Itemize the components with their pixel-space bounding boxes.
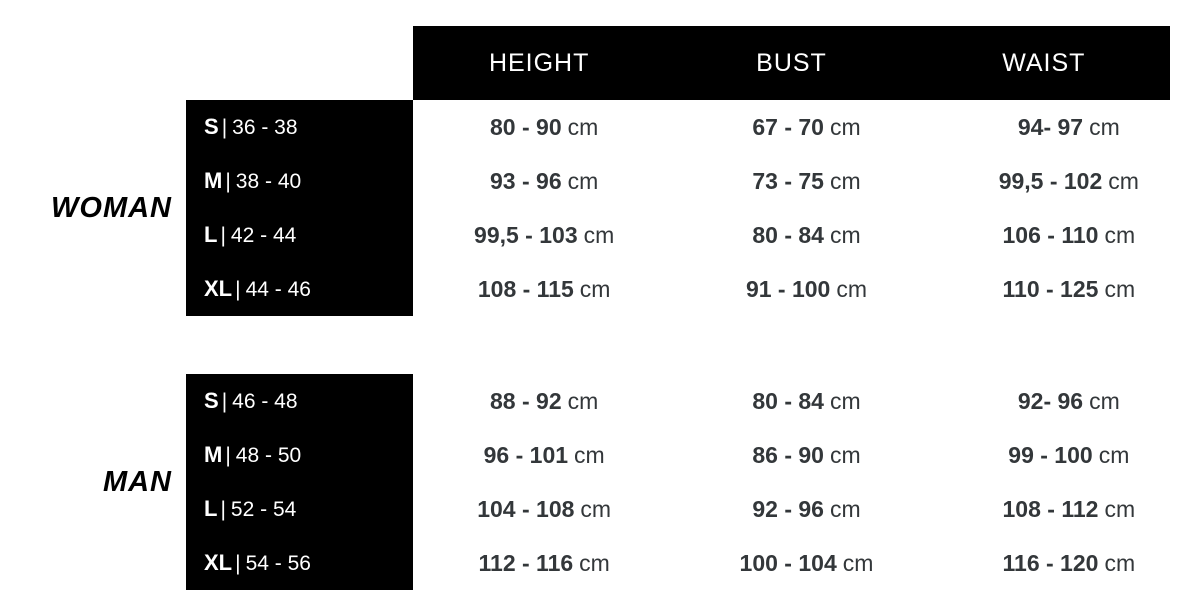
waist-cell [938, 114, 1200, 141]
height-cell [413, 114, 675, 141]
table-row [186, 374, 1200, 428]
size-cell [186, 114, 413, 140]
size-cell [186, 222, 413, 248]
size-label: M [204, 442, 223, 467]
waist-cell [938, 388, 1200, 415]
waist-unit: cm [1098, 441, 1130, 468]
waist-value: 99 - 100 [1008, 441, 1093, 468]
size-separator: | [235, 552, 241, 575]
rows-man [186, 374, 1200, 590]
height-value: 80 - 90 [490, 113, 562, 140]
table-row [186, 428, 1200, 482]
column-header-waist: WAIST [1002, 48, 1086, 77]
height-unit: cm [583, 221, 615, 248]
size-separator: | [225, 444, 231, 467]
size-label: S [204, 114, 219, 139]
bust-unit: cm [829, 441, 861, 468]
size-label: XL [204, 276, 233, 301]
height-cell [413, 550, 675, 577]
bust-value: 80 - 84 [752, 221, 824, 248]
waist-value: 116 - 120 [1002, 549, 1099, 576]
height-cell [413, 388, 675, 415]
waist-cell [938, 442, 1200, 469]
height-unit: cm [567, 387, 599, 414]
waist-value: 106 - 110 [1002, 221, 1099, 248]
table-row [186, 482, 1200, 536]
size-label: XL [204, 550, 233, 575]
bust-unit: cm [829, 113, 861, 140]
table-row [186, 100, 1200, 154]
height-cell [413, 496, 675, 523]
waist-unit: cm [1108, 167, 1139, 194]
size-label: S [204, 388, 219, 413]
height-unit: cm [579, 549, 610, 576]
bust-cell [675, 550, 937, 577]
size-separator: | [235, 278, 241, 301]
waist-unit: cm [1104, 549, 1136, 576]
group-woman [0, 100, 1200, 316]
waist-unit: cm [1089, 387, 1120, 414]
column-header-bust: BUST [756, 48, 827, 77]
size-cell [186, 388, 413, 414]
table-row [186, 536, 1200, 590]
size-range: 52 - 54 [230, 498, 297, 521]
height-unit: cm [579, 275, 611, 302]
size-cell [186, 442, 413, 468]
group-label-woman: WOMAN [51, 191, 172, 224]
bust-value: 80 - 84 [752, 387, 824, 414]
bust-cell [675, 114, 937, 141]
size-cell [186, 276, 413, 302]
waist-cell [938, 276, 1200, 303]
size-separator: | [220, 224, 226, 247]
height-value: 104 - 108 [477, 495, 575, 522]
size-separator: | [221, 390, 228, 413]
waist-unit: cm [1104, 275, 1136, 302]
waist-value: 110 - 125 [1002, 275, 1099, 302]
size-cell [186, 496, 413, 522]
height-unit: cm [580, 495, 612, 522]
bust-cell [675, 388, 937, 415]
bust-value: 67 - 70 [752, 113, 824, 140]
bust-value: 100 - 104 [739, 549, 837, 576]
height-value: 93 - 96 [490, 167, 562, 194]
height-value: 108 - 115 [477, 275, 574, 302]
rows-woman [186, 100, 1200, 316]
height-cell [413, 442, 675, 469]
height-unit: cm [567, 113, 599, 140]
waist-unit: cm [1089, 113, 1120, 140]
waist-cell [938, 550, 1200, 577]
waist-cell [938, 222, 1200, 249]
waist-value: 94- 97 [1017, 113, 1084, 140]
bust-value: 92 - 96 [752, 495, 824, 522]
size-cell [186, 168, 413, 194]
height-cell [413, 222, 675, 249]
waist-value: 99,5 - 102 [998, 167, 1103, 194]
bust-unit: cm [836, 275, 868, 302]
table-row [186, 208, 1200, 262]
size-separator: | [221, 116, 228, 139]
bust-cell [675, 276, 937, 303]
bust-unit: cm [829, 387, 861, 414]
height-value: 112 - 116 [478, 549, 574, 576]
bust-cell [675, 496, 937, 523]
bust-cell [675, 442, 937, 469]
size-cell [186, 550, 413, 576]
bust-value: 86 - 90 [752, 441, 824, 468]
size-range: 44 - 46 [245, 278, 311, 301]
bust-unit: cm [829, 167, 861, 194]
column-header-height: HEIGHT [488, 48, 590, 77]
waist-unit: cm [1104, 221, 1136, 248]
size-separator: | [220, 498, 226, 521]
table-row [186, 154, 1200, 208]
height-unit: cm [574, 441, 605, 468]
size-range: 42 - 44 [230, 224, 297, 247]
bust-cell [675, 168, 937, 195]
waist-value: 108 - 112 [1002, 495, 1099, 522]
size-label: L [204, 222, 218, 247]
waist-value: 92- 96 [1017, 387, 1084, 414]
group-label-man: MAN [102, 465, 172, 498]
height-value: 96 - 101 [483, 441, 569, 468]
size-range: 48 - 50 [235, 444, 302, 467]
height-cell [413, 276, 675, 303]
size-range: 54 - 56 [245, 552, 311, 575]
bust-value: 91 - 100 [745, 275, 831, 302]
size-range: 36 - 38 [232, 116, 298, 139]
size-range: 38 - 40 [235, 170, 302, 193]
bust-unit: cm [829, 221, 861, 248]
size-range: 46 - 48 [232, 390, 298, 413]
waist-cell [938, 168, 1200, 195]
size-separator: | [225, 170, 231, 193]
bust-value: 73 - 75 [752, 167, 824, 194]
waist-unit: cm [1104, 495, 1136, 522]
group-man [0, 374, 1200, 590]
height-value: 88 - 92 [490, 387, 562, 414]
waist-cell [938, 496, 1200, 523]
bust-cell [675, 222, 937, 249]
size-label: L [204, 496, 218, 521]
table-header-row [413, 26, 1170, 100]
height-value: 99,5 - 103 [474, 221, 578, 248]
height-unit: cm [567, 167, 599, 194]
size-label: M [204, 168, 223, 193]
height-cell [413, 168, 675, 195]
bust-unit: cm [842, 549, 874, 576]
table-header-band [413, 26, 1170, 100]
table-row [186, 262, 1200, 316]
bust-unit: cm [829, 495, 861, 522]
